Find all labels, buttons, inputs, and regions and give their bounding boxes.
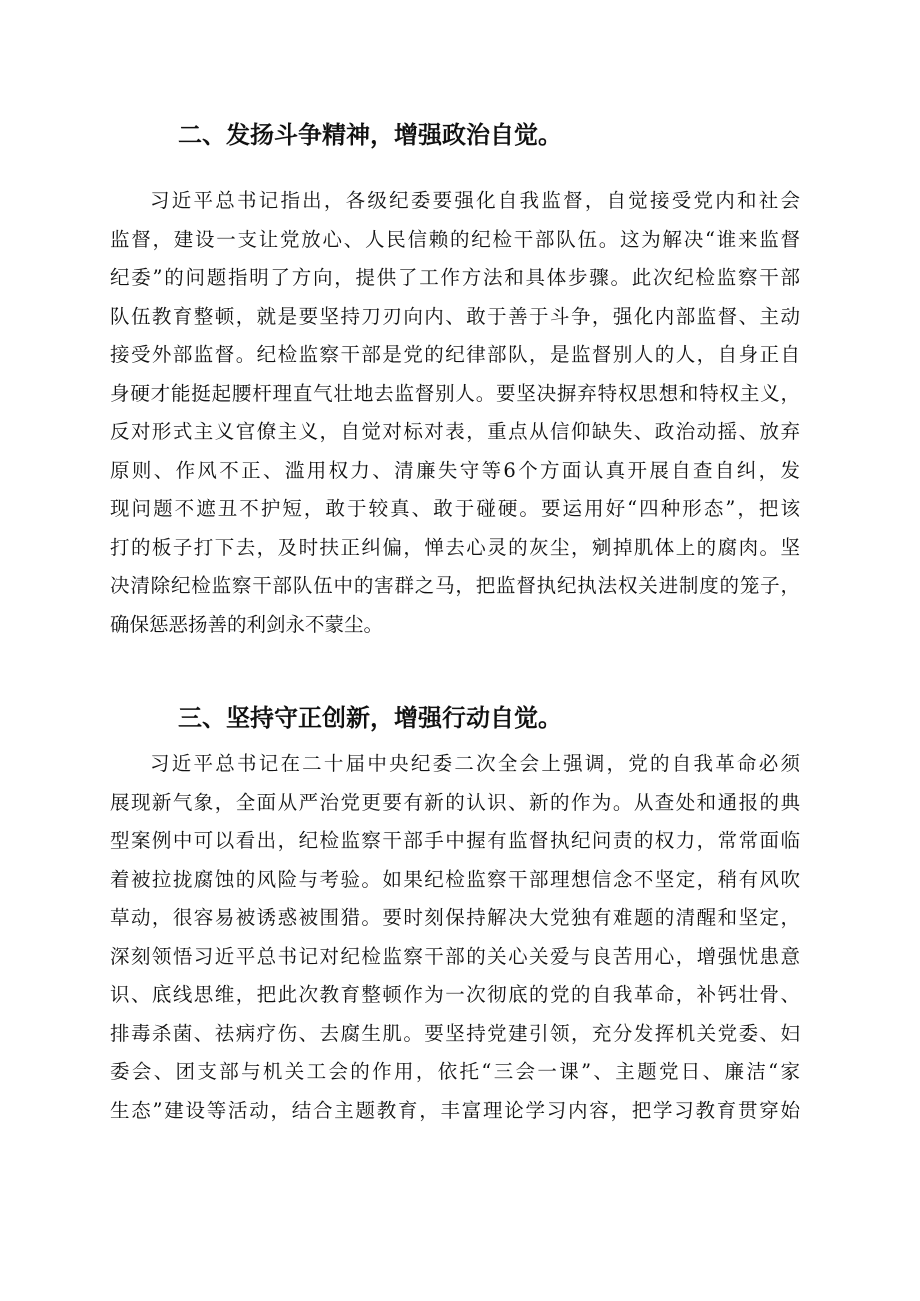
paragraph-line: 着被拉拢腐蚀的风险与考验。如果纪检监察干部理想信念不坚定，稍有风吹 bbox=[110, 867, 800, 891]
paragraph-line: 生态”建设等活动，结合主题教育，丰富理论学习内容，把学习教育贯穿始 bbox=[110, 1098, 800, 1122]
paragraph-line: 原则、作风不正、滥用权力、清廉失守等6个方面认真开展自查自纠，发 bbox=[110, 458, 800, 482]
paragraph-line: 深刻领悟习近平总书记对纪检监察干部的关心关爱与良苦用心，增强忧患意 bbox=[110, 944, 800, 968]
paragraph-line: 现问题不遮丑不护短，敢于较真、敢于碰硬。要运用好“四种形态”，把该 bbox=[110, 497, 800, 520]
section-2-heading: 二、发扬斗争精神，增强政治自觉。 bbox=[178, 121, 562, 149]
paragraph-line: 识、底线思维，把此次教育整顿作为一次彻底的党的自我革命，补钙壮骨、 bbox=[110, 983, 800, 1006]
section-3-paragraph bbox=[110, 745, 800, 1130]
paragraph-line: 身硬才能挺起腰杆理直气壮地去监督别人。要坚决摒弃特权思想和特权主义， bbox=[110, 381, 800, 405]
paragraph-line: 确保惩恶扬善的利剑永不蒙尘。 bbox=[110, 612, 384, 636]
paragraph-line: 展现新气象，全面从严治党更要有新的认识、新的作为。从查处和通报的典 bbox=[110, 790, 800, 814]
section-2-paragraph bbox=[110, 182, 800, 644]
paragraph-line: 决清除纪检监察干部队伍中的害群之马，把监督执纪执法权关进制度的笼子， bbox=[110, 574, 800, 597]
paragraph-line: 草动，很容易被诱惑被围猎。要时刻保持解决大党独有难题的清醒和坚定， bbox=[110, 906, 800, 929]
paragraph-line: 纪委”的问题指明了方向，提供了工作方法和具体步骤。此次纪检监察干部 bbox=[110, 266, 800, 289]
paragraph-line: 排毒杀菌、祛病疗伤、去腐生肌。要坚持党建引领，充分发挥机关党委、妇 bbox=[110, 1021, 800, 1045]
paragraph-line: 打的板子打下去，及时扶正纠偏，惮去心灵的灰尘，剜掉肌体上的腐肉。坚 bbox=[110, 535, 800, 559]
paragraph-line: 习近平总书记指出，各级纪委要强化自我监督，自觉接受党内和社会 bbox=[150, 189, 800, 212]
paragraph-line: 习近平总书记在二十届中央纪委二次全会上强调，党的自我革命必须 bbox=[150, 752, 800, 775]
paragraph-line: 接受外部监督。纪检监察干部是党的纪律部队，是监督别人的人，自身正自 bbox=[110, 343, 800, 366]
paragraph-line: 反对形式主义官僚主义，自觉对标对表，重点从信仰缺失、政治动摇、放弃 bbox=[110, 420, 800, 443]
paragraph-line: 型案例中可以看出，纪检监察干部手中握有监督执纪问责的权力，常常面临 bbox=[110, 829, 800, 852]
paragraph-line: 监督，建设一支让党放心、人民信赖的纪检干部队伍。这为解决“谁来监督 bbox=[110, 227, 800, 251]
paragraph-line: 委会、团支部与机关工会的作用，依托“三会一课”、主题党日、廉洁“家 bbox=[110, 1060, 800, 1083]
section-3-heading: 三、坚持守正创新，增强行动自觉。 bbox=[178, 704, 562, 732]
paragraph-line: 队伍教育整顿，就是要坚持刀刃向内、敢于善于斗争，强化内部监督、主动 bbox=[110, 304, 800, 328]
